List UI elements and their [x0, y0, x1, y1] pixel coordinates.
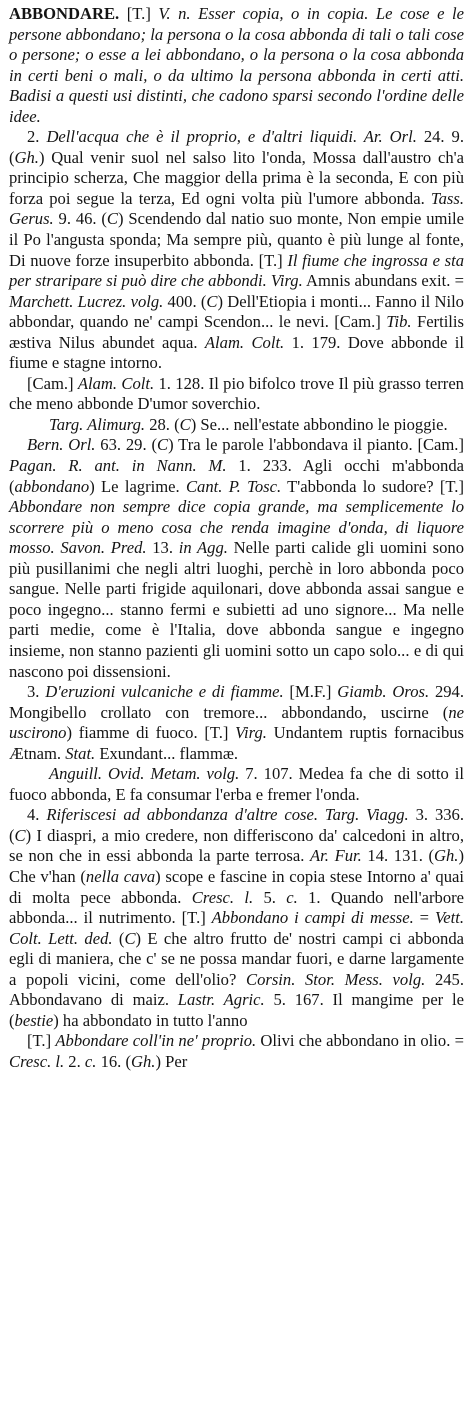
italic-run: ne uscirono [9, 702, 464, 743]
italic-run: Tib. [386, 312, 412, 332]
text-run: 2. [27, 127, 47, 147]
entry-headword-paragraph [9, 4, 464, 127]
text-run: Olivi che abbondano in olio. = [256, 1031, 464, 1051]
text-run: 294. Mongibello crollato con tremore... abbondando, uscirne ( [9, 682, 464, 722]
text-run: 1. 233. Agli occhi m'abbonda ( [9, 456, 465, 496]
italic-run: Giamb. Oros. [337, 682, 430, 702]
text-run: ) scope e fascine in copia stese Intorno a' quai di molta pece abbonda. [9, 866, 464, 907]
text-run: [T.] [27, 1031, 56, 1051]
italic-run: Gh. [14, 147, 39, 167]
italic-run: Gh. [131, 1051, 156, 1071]
italic-run: c. [286, 887, 298, 907]
text-run: Amnis abundans exit. = [302, 271, 465, 291]
entry-paragraph [9, 764, 464, 805]
text-run: ) fiamme di fuoco. [T.] [66, 723, 236, 743]
text-run: 63. 29. ( [95, 435, 158, 455]
italic-run: C [157, 435, 169, 455]
text-run: Exundant... flammæ. [95, 743, 239, 763]
italic-run: Anguill. Ovid. Metam. volg. [49, 764, 240, 784]
text-run: Fertilis æstiva Nilus abundet aqua. [9, 312, 464, 352]
text-run: 2. [64, 1051, 85, 1071]
italic-run: Riferiscesi ad abbondanza d'altre cose. Targ. Viagg. [46, 805, 409, 825]
italic-run: V. n. Esser copia, o in copia. Le cose e le persone abbondano; la persona o la cosa abbonda di tali o tali cose o persone; o esse a lei abbondano, o la persona o la cosa abbonda in certi beni o mali, o da ultimo la persona abbonda in certi atti. Badisi a questi usi distinti, che cadono sparsi secondo l'ordine delle idee. [9, 4, 464, 126]
italic-run: bestie [14, 1010, 54, 1030]
italic-run: Pagan. R. ant. in Nann. M. [9, 456, 227, 476]
text-run: T'abbonda lo sudore? [T.] [281, 476, 464, 496]
text-run: 13. [146, 538, 179, 558]
entry-paragraph [9, 127, 464, 374]
text-run: 9. 46. ( [53, 209, 107, 229]
text-run: 5. 167. Il mangime per le ( [9, 990, 464, 1030]
italic-run: Alam. Colt. [204, 332, 285, 352]
text-run: [T.] [119, 4, 159, 23]
text-run: ( [112, 928, 125, 948]
italic-run: nella cava [85, 866, 156, 886]
text-run: 16. ( [96, 1051, 131, 1071]
text-run: 3. 336. ( [9, 805, 465, 845]
text-run: 4. [27, 805, 47, 825]
text-run: Nelle parti calide gli uomini sono più pusillanimi che negli altri luoghi, perchè in loro abbonda poco sangue. Nelle parti frigide aquilonari, dove abbonda assai sangue e poco ingegno... stanno fermi e subietti ad uno signore... Ma nelle parti medie, come è l'Italia, dove abbonda sangue e ingegno insieme, non stanno pazienti gli uomini sotto un capo solo... e di qui nascono poi dissensioni. [9, 538, 464, 681]
text-run: ) Per [155, 1051, 188, 1071]
italic-run: C [206, 291, 218, 311]
text-run: 1. 179. Dove abbonde il fiume e stagne intorno. [9, 332, 464, 373]
italic-run: Il fiume che ingrossa e sta per straripare si può dire che abbondi. Virg. [9, 250, 465, 291]
italic-run: Corsin. Stor. Mess. volg. [246, 969, 426, 989]
italic-run: C [14, 825, 26, 845]
italic-run: Cant. P. Tosc. [185, 476, 282, 496]
italic-run: C [179, 414, 191, 434]
text-run: ) Se... nell'estate abbondino le pioggie. [190, 414, 448, 434]
italic-run: Abbondare coll'in ne' proprio. [55, 1031, 257, 1051]
italic-run: Marchett. Lucrez. volg. [9, 291, 164, 311]
text-run: 7. 107. Medea fa che di sotto il fuoco abbonda, E fa consumar l'erba e fremer l'onda. [9, 764, 464, 804]
text-run: 5. [253, 887, 287, 907]
entry-paragraph [9, 415, 464, 436]
italic-run: Virg. [235, 723, 267, 743]
text-run: ) I diaspri, a mio credere, non differiscono da' calcedoni in altro, se non che in essi abbonda la parte terrosa. [9, 825, 464, 866]
entry-paragraph [9, 435, 464, 682]
text-run: Undantem ruptis fornacibus Ætnam. [9, 723, 464, 763]
text-run: [M.F.] [283, 682, 338, 702]
text-run: ) Scendendo dal natio suo monte, Non empie umile il Po l'angusta sponda; Ma sempre più, quanto è più lunge al fonte, Di nuove forze insuperbito abbonda. [T.] [9, 209, 464, 270]
text-run: 24. 9. ( [9, 127, 465, 167]
text-run: ) Che v'han ( [9, 846, 464, 886]
text-run: 14. 131. ( [361, 846, 435, 866]
entry-paragraph [9, 805, 464, 1031]
text-run: [Cam.] [27, 373, 78, 393]
text-run: ) Qual venir suol nel salso lito l'onda, Mossa dall'austro ch'a principio scherza, Che maggior della prima è la seconda, E con più forza poi segue la terza, Ed ogni volta più l'umore abbonda. [9, 147, 464, 208]
italic-run: in Agg. [178, 538, 228, 558]
text-run: ) Le lagrime. [89, 476, 186, 496]
entry-paragraph [9, 1031, 464, 1072]
text-run: ) ha abbondato in tutto l'anno [53, 1010, 248, 1030]
italic-run: c. [84, 1051, 97, 1071]
text-run: ) Dell'Etiopia i monti... Fanno il Nilo abbondar, quando ne' campi Scendon... le nevi. [Cam.] [9, 291, 464, 332]
text-run: 1. 128. Il pio bifolco trove Il più grasso terren che meno abbonde D'umor soverchio. [9, 373, 464, 414]
italic-run: Stat. [65, 743, 96, 763]
italic-run: abbondano [14, 476, 90, 496]
italic-run: Abbondare non sempre dice copia grande, ma semplicemente lo scorrere più o meno cosa che renda imagine d'onda, di liquore mosso. Savon. Pred. [9, 497, 464, 558]
italic-run: Tass. Gerus. [9, 188, 464, 229]
italic-run: Bern. Orl. [27, 435, 96, 455]
italic-run: D'eruzioni vulcaniche e di fiamme. [45, 682, 284, 702]
italic-run: Cresc. l. [9, 1051, 65, 1071]
text-run: ) E che altro frutto de' nostri campi ci abbonda egli di maniera, che c' se ne possa mandar fuori, e darne largamente a popoli vicini, come dell'olio? [9, 928, 464, 989]
text-run: 28. ( [145, 414, 180, 434]
headword: ABBONDARE. [9, 4, 120, 23]
italic-run: C [124, 928, 136, 948]
text-run: 3. [27, 682, 46, 702]
italic-run: Ar. Fur. [310, 846, 362, 866]
italic-run: Targ. Alimurg. [49, 414, 146, 434]
text-run: = [413, 908, 435, 928]
text-run: 1. Quando nell'arbore abbonda... il nutrimento. [T.] [9, 887, 465, 928]
italic-run: Lastr. Agric. [177, 990, 265, 1010]
italic-run: Vett. Colt. Lett. ded. [9, 908, 464, 948]
italic-run: C [106, 209, 118, 229]
text-run: ) Tra le parole l'abbondava il pianto. [Cam.] [168, 435, 464, 455]
italic-run: Dell'acqua che è il proprio, e d'altri liquidi. Ar. Orl. [46, 127, 417, 147]
entry-paragraph [9, 374, 464, 415]
italic-run: Cresc. l. [191, 887, 254, 907]
entry-paragraph [9, 682, 464, 764]
text-run: 245. Abbondavano di maiz. [9, 969, 464, 1010]
italic-run: Gh. [434, 846, 459, 866]
text-run: 400. ( [163, 291, 207, 311]
italic-run: Alam. Colt. [77, 373, 155, 393]
italic-run: Abbondano i campi di messe. [211, 908, 414, 928]
